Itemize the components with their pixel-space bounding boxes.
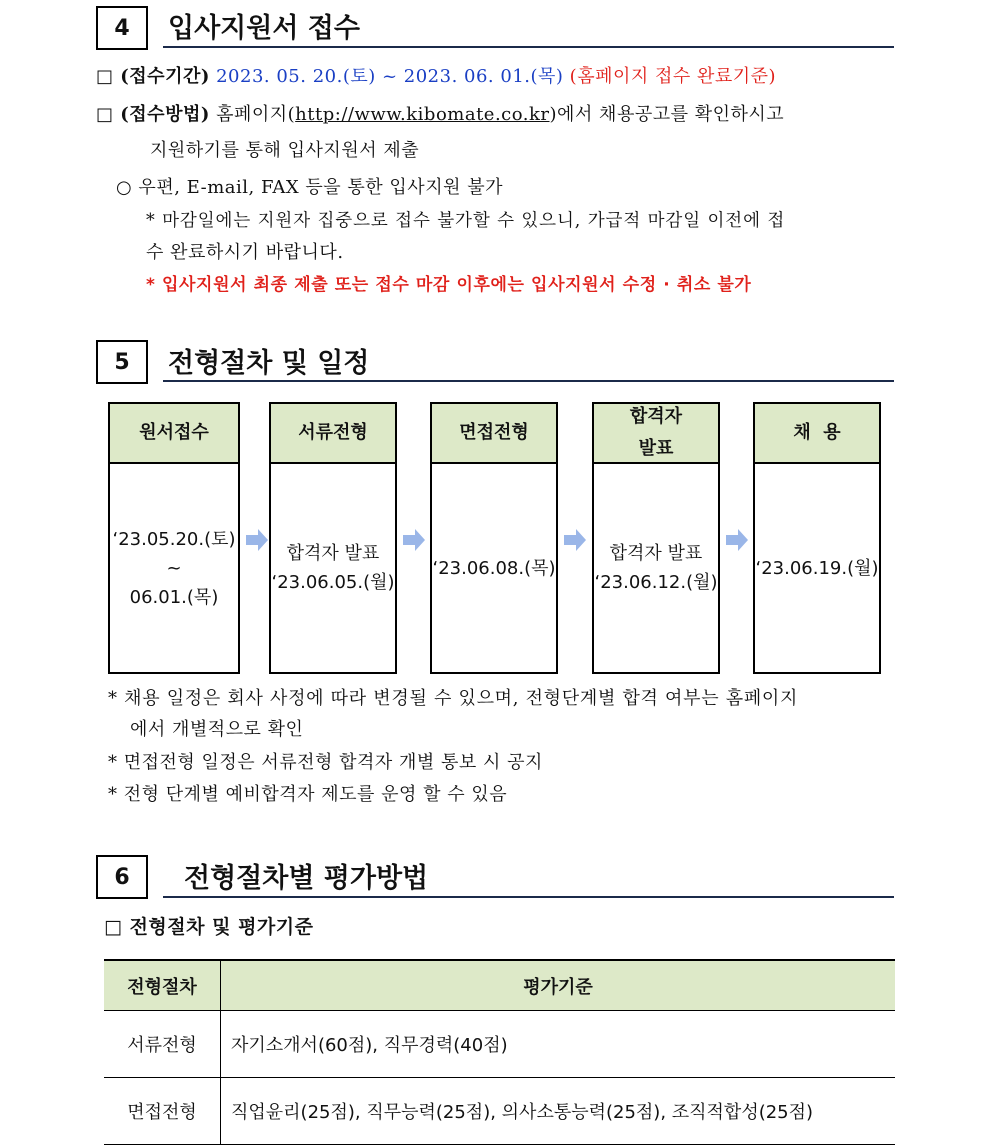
method-label: □ (접수방법) bbox=[96, 104, 210, 125]
homepage-link[interactable]: http://www.kibomate.co.kr bbox=[295, 104, 550, 125]
no-edit-warning: * 입사지원서 최종 제출 또는 접수 마감 이후에는 입사지원서 수정 · 취소 불가 bbox=[146, 275, 752, 295]
application-period-line bbox=[96, 62, 776, 88]
application-method-line-2: 지원하기를 통해 입사지원서 제출 bbox=[150, 140, 420, 161]
section-6-underline bbox=[163, 896, 894, 898]
step-date: 06.01.(목) bbox=[129, 586, 219, 608]
cell-criteria: 자기소개서(60점), 직무경력(40점) bbox=[221, 1011, 896, 1078]
section-6-number: 6 bbox=[96, 855, 148, 899]
step-date: 합격자 발표 bbox=[286, 543, 380, 564]
section-5-underline bbox=[163, 380, 894, 382]
section-5-number: 5 bbox=[96, 340, 148, 384]
deadline-note-line-2: 수 완료하시기 바랍니다. bbox=[146, 242, 344, 263]
cell-stage: 면접전형 bbox=[104, 1078, 221, 1145]
step-document-screening bbox=[269, 402, 397, 674]
step-body bbox=[594, 464, 718, 672]
arrow-right-icon bbox=[564, 528, 586, 552]
header-stage: 전형절차 bbox=[104, 960, 221, 1011]
schedule-note-2: * 면접전형 일정은 서류전형 합격자 개별 통보 시 공지 bbox=[108, 752, 543, 773]
schedule-note-3: * 전형 단계별 예비합격자 제도를 운영 할 수 있음 bbox=[108, 784, 508, 805]
step-interview bbox=[430, 402, 558, 674]
arrow-right-icon bbox=[403, 528, 425, 552]
schedule-note-1-cont: 에서 개별적으로 확인 bbox=[130, 719, 304, 740]
section-4-title: 입사지원서 접수 bbox=[168, 13, 360, 44]
step-date: ‘23.06.08.(목) bbox=[432, 557, 556, 579]
step-date: ~ bbox=[166, 557, 182, 579]
section-4-number: 4 bbox=[96, 6, 148, 50]
method-post: )에서 채용공고를 확인하시고 bbox=[549, 104, 785, 125]
method-pre: 홈페이지( bbox=[216, 104, 296, 125]
table-header-row bbox=[104, 960, 895, 1011]
step-date: ‘23.05.20.(토) bbox=[112, 528, 236, 550]
evaluation-table bbox=[104, 959, 895, 1145]
step-body bbox=[755, 464, 879, 672]
period-value: 2023. 05. 20.(토) ~ 2023. 06. 01.(목) bbox=[216, 66, 564, 87]
section-6-title: 전형절차별 평가방법 bbox=[184, 863, 429, 894]
cell-stage: 서류전형 bbox=[104, 1011, 221, 1078]
step-date: 합격자 발표 bbox=[609, 543, 703, 564]
step-body bbox=[432, 464, 556, 672]
step-date: ‘23.06.12.(월) bbox=[594, 572, 718, 593]
no-postal-bullet: ○ 우편, E-mail, FAX 등을 통한 입사지원 불가 bbox=[116, 177, 503, 198]
section-5-title: 전형절차 및 일정 bbox=[168, 348, 370, 379]
step-application bbox=[108, 402, 240, 674]
period-label: □ (접수기간) bbox=[96, 66, 210, 87]
step-date: ‘23.06.05.(월) bbox=[271, 572, 395, 593]
step-body bbox=[271, 464, 395, 672]
step-head: 면접전형 bbox=[432, 404, 556, 464]
step-result-announcement bbox=[592, 402, 720, 674]
section-4-underline bbox=[163, 46, 894, 48]
step-head: 원서접수 bbox=[110, 404, 238, 464]
cell-criteria: 직업윤리(25점), 직무능력(25점), 의사소통능력(25점), 조직적합성(25점) bbox=[221, 1078, 896, 1145]
period-note: (홈페이지 접수 완료기준) bbox=[569, 66, 777, 87]
step-head: 채 용 bbox=[755, 404, 879, 464]
table-row bbox=[104, 1078, 895, 1145]
arrow-right-icon bbox=[726, 528, 748, 552]
section-6-subheading: □ 전형절차 및 평가기준 bbox=[104, 916, 314, 938]
step-head: 서류전형 bbox=[271, 404, 395, 464]
table-row bbox=[104, 1011, 895, 1078]
step-hiring bbox=[753, 402, 881, 674]
step-date: ‘23.06.19.(월) bbox=[755, 557, 879, 579]
step-head: 합격자 발표 bbox=[594, 404, 718, 464]
schedule-note-1: * 채용 일정은 회사 사정에 따라 변경될 수 있으며, 전형단계별 합격 여부는 홈페이지 bbox=[108, 688, 799, 709]
header-criteria: 평가기준 bbox=[221, 960, 896, 1011]
application-method-line bbox=[96, 100, 784, 126]
deadline-note-line-1: * 마감일에는 지원자 집중으로 접수 불가할 수 있으니, 가급적 마감일 이전에 접 bbox=[146, 211, 786, 231]
arrow-right-icon bbox=[246, 528, 268, 552]
step-body bbox=[110, 464, 238, 672]
